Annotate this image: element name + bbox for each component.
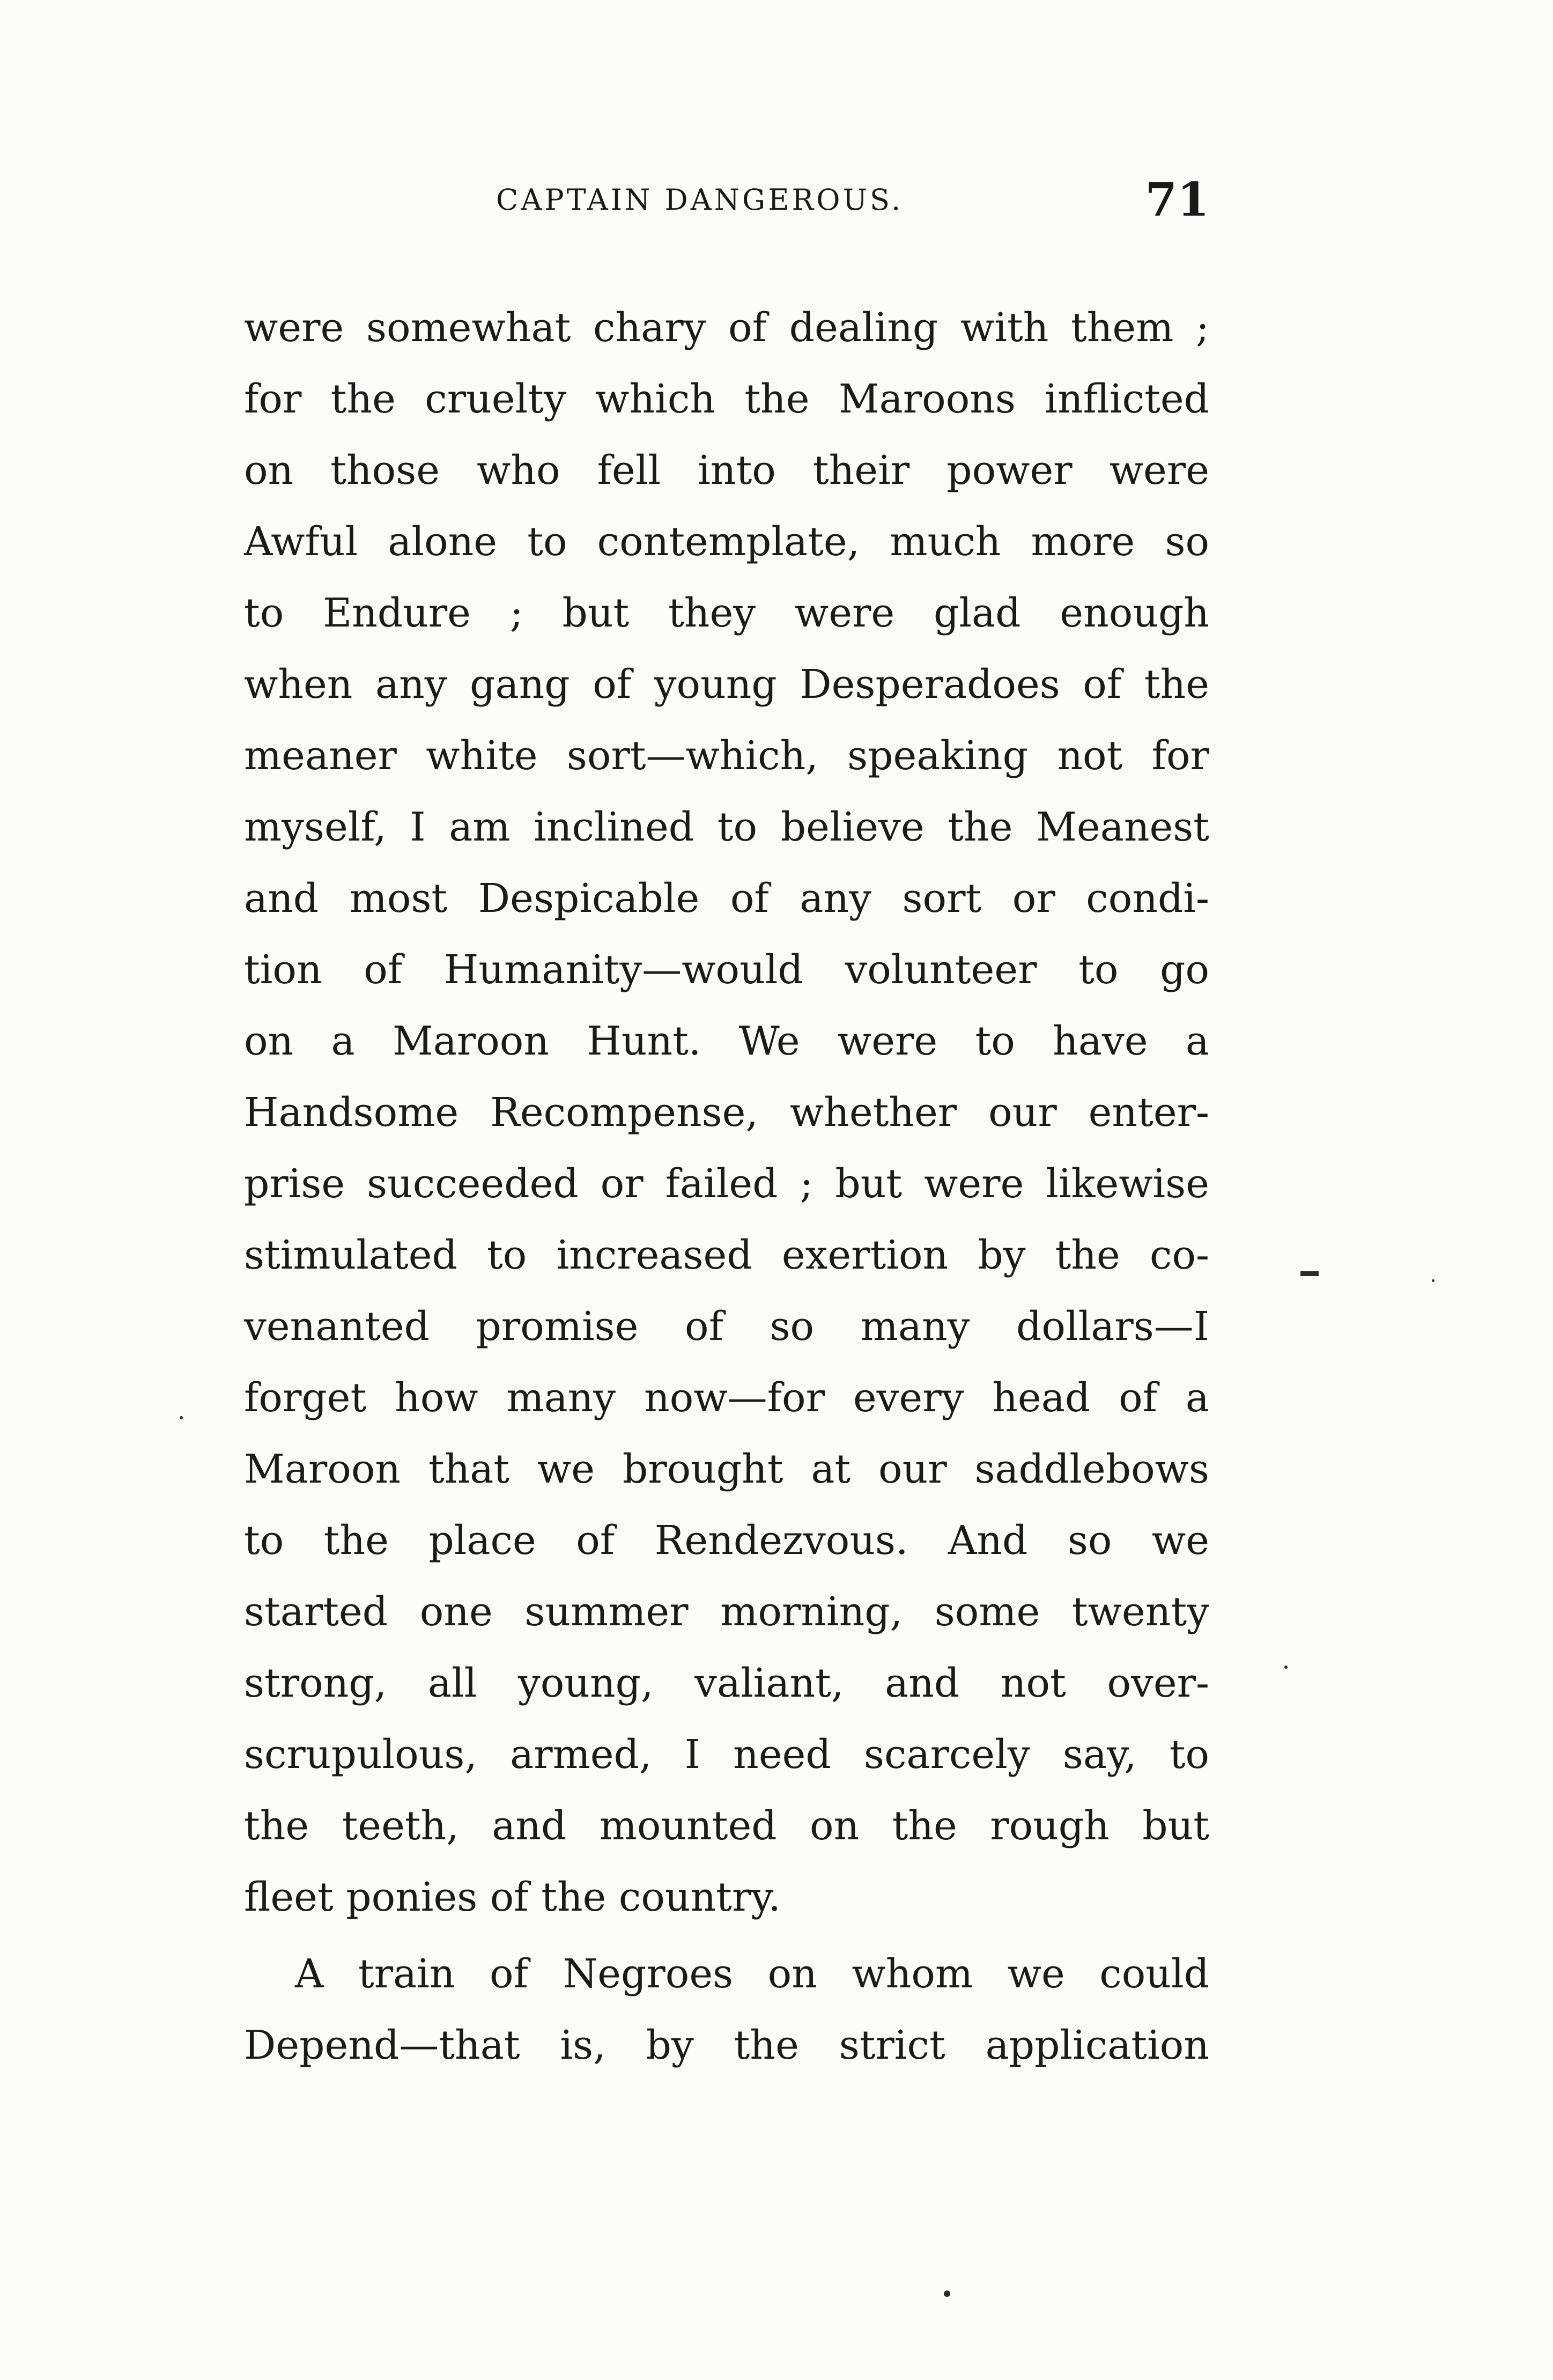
text-line: stimulated to increased exertion by the co- [244, 1232, 1209, 1278]
text-line: were somewhat chary of dealing with them ; [244, 305, 1209, 351]
ink-dot-mark [944, 2290, 950, 2297]
text-line: strong, all young, valiant, and not over- [244, 1660, 1209, 1706]
ink-speck-mark [180, 1416, 183, 1419]
text-line: Awful alone to contemplate, much more so [244, 519, 1209, 565]
paragraph-2 [244, 1939, 1209, 2081]
text-line: started one summer morning, some twenty [244, 1589, 1209, 1635]
text-line: A train of Negroes on whom we could [295, 1951, 1209, 1997]
text-line: Depend—that is, by the strict application [244, 2022, 1209, 2068]
ink-speck-mark [1432, 1279, 1434, 1282]
text-line: when any gang of young Desperadoes of the [244, 661, 1209, 708]
text-line: to the place of Rendezvous. And so we [244, 1517, 1209, 1564]
text-line: meaner white sort—which, speaking not for [244, 733, 1209, 779]
running-title: CAPTAIN DANGEROUS. [496, 183, 904, 217]
text-line: on a Maroon Hunt. We were to have a [244, 1018, 1209, 1064]
text-line: the teeth, and mounted on the rough but [244, 1803, 1209, 1849]
running-header [244, 171, 1209, 230]
text-line: forget how many now—for every head of a [244, 1375, 1209, 1421]
text-line: prise succeeded or failed ; but were likewise [244, 1161, 1209, 1207]
text-line: to Endure ; but they were glad enough [244, 590, 1209, 636]
text-line: tion of Humanity—would volunteer to go [244, 947, 1209, 993]
paragraph-1 [244, 292, 1209, 1933]
ink-dash-mark [1300, 1271, 1319, 1276]
text-line: on those who fell into their power were [244, 447, 1209, 493]
text-line: fleet ponies of the country. [244, 1874, 781, 1920]
text-line: venanted promise of so many dollars—I [244, 1303, 1209, 1350]
paragraph-gap [244, 1933, 1209, 1939]
text-line: Handsome Recompense, whether our enter- [244, 1089, 1209, 1136]
text-line: and most Despicable of any sort or condi- [244, 875, 1209, 922]
page-number: 71 [1145, 173, 1209, 227]
text-line: for the cruelty which the Maroons inflicted [244, 376, 1209, 422]
ink-speck-mark [1284, 1666, 1288, 1669]
text-line: Maroon that we brought at our saddlebows [244, 1446, 1209, 1492]
text-line: myself, I am inclined to believe the Meanest [244, 804, 1209, 850]
body-text [244, 292, 1209, 2081]
text-line: scrupulous, armed, I need scarcely say, to [244, 1731, 1209, 1778]
